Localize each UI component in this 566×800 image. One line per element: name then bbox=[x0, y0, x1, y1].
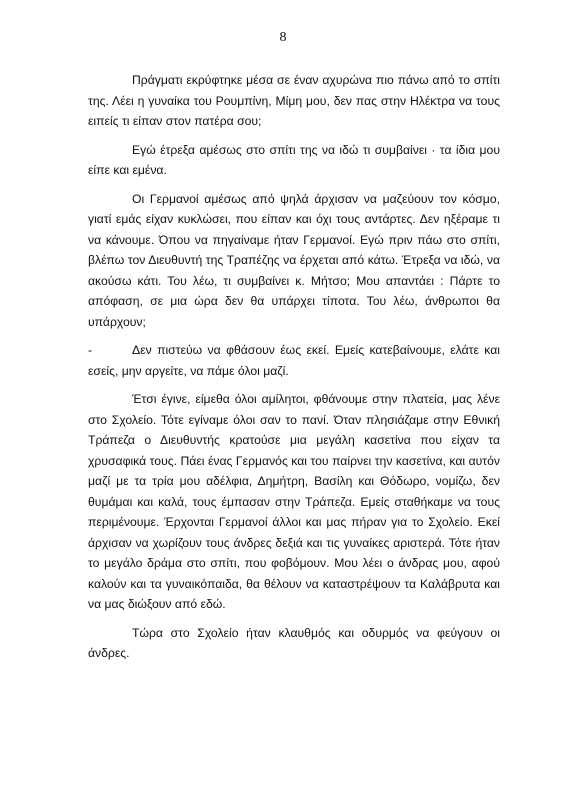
body-text bbox=[88, 70, 500, 672]
dialogue-paragraph bbox=[88, 340, 500, 381]
paragraph-4: Δεν πιστεύω να φθάσουν έως εκεί. Εμείς κατεβαίνουμε, ελάτε και εσείς, μην αργείτε, να πάμε όλοι μαζί. bbox=[88, 343, 500, 378]
paragraph-2: Εγώ έτρεξα αμέσως στο σπίτι της να ιδώ τι συμβαίνει · τα ίδια μου είπε και εμένα. bbox=[88, 142, 500, 177]
page-number: 8 bbox=[279, 30, 287, 45]
paragraph-5: Έτσι έγινε, είμεθα όλοι αμίλητοι, φθάνουμε στην πλατεία, μας λένε στο Σχολείο. Τότε εγίναμε όλοι σαν το πανί. Όταν πλησιάζαμε στην Εθνική Τράπεζα ο Διευθυντής κρατούσε μια μεγάλη κασετίνα που είχαν τα χρυσαφικά τους. Πάει ένας Γερμανός και του παίρνει την κασετίνα, και αυτόν μαζί με τα τρία μου αδέλφια, Δημήτρη, Βασίλη και Θόδωρο, νομίζω, δεν θυμάμαι και καλά, τους έμπασαν στην Τράπεζα. Εμείς σταθήκαμε να τους περιμένουμε. Έρχονται Γερμανοί άλλοι και μας πήραν για το Σχολείο. Εκεί άρχισαν να χωρίζουν τους άνδρες δεξιά και τις γυναίκες αριστερά. Τότε ήταν το μεγάλο δράμα στο σπίτι, που φοβόμουν. Μου λέει ο άνδρας μου, αφού καλούν και τα γυναικόπαιδα, θα θέλουν να καταστρέψουν τα Καλάβρυτα και να μας διώξουν από εδώ. bbox=[88, 392, 500, 611]
dialogue-dash: - bbox=[88, 343, 93, 357]
paragraph-3: Οι Γερμανοί αμέσως από ψηλά άρχισαν να μαζεύουν τον κόσμο, γιατί εμάς είχαν κυκλώσει, που είπαν και όχι τους αντάρτες. Δεν ηξέραμε τι να κάνουμε. Όπου να πηγαίναμε ήταν Γερμανοί. Εγώ πριν πάω στο σπίτι, βλέπω τον Διευθυντή της Τραπέζης να έρχεται από κάτω. Έτρεξα να ιδώ, να ακούσω κάτι. Του λέω, τι συμβαίνει κ. Μήτσο; Μου απαντάει : Πάρτε το απόφαση, σε μια ώρα δεν θα υπάρχει τίποτα. Του λέω, άνθρωποι θα υπάρχουν; bbox=[88, 191, 500, 329]
paragraph-1: Πράγματι εκρύφτηκε μέσα σε έναν αχυρώνα πιο πάνω από το σπίτι της. Λέει η γυναίκα του Ρουμπίνη, Μίμη μου, δεν πας στην Ηλέκτρα να τους ειπείς τι είπαν στον πατέρα σου; bbox=[88, 73, 500, 128]
paragraph-6: Τώρα στο Σχολείο ήταν κλαυθμός και οδυρμός να φεύγουν οι άνδρες. bbox=[88, 625, 500, 660]
